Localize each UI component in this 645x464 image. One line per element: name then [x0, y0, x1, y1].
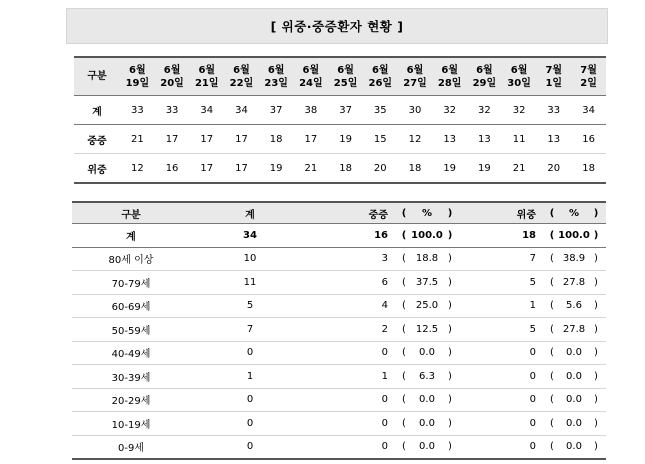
- critical-percent: ( 27.8 ): [542, 318, 606, 342]
- severe-count: 0: [310, 412, 394, 436]
- date-day: 1일: [545, 77, 563, 89]
- date-month: 6월: [476, 64, 493, 76]
- daily-cell: 35: [363, 96, 398, 125]
- total-count: 1: [190, 365, 310, 389]
- daily-cell: 21: [120, 125, 155, 154]
- critical-percent: ( 0.0 ): [542, 412, 606, 436]
- daily-date-header: [120, 57, 155, 96]
- date-month: 6월: [302, 64, 320, 76]
- col-header-critical-pct: ( % ): [542, 202, 606, 224]
- daily-cell: 34: [224, 96, 259, 125]
- col-header-total: 계: [190, 202, 310, 224]
- daily-date-header: [363, 57, 398, 96]
- date-month: 7월: [545, 64, 563, 76]
- age-group-table: [72, 201, 606, 460]
- daily-cell: 17: [294, 125, 329, 154]
- severe-percent: ( 0.0 ): [394, 435, 460, 459]
- daily-cell: 13: [432, 125, 467, 154]
- daily-row-label: 중증: [74, 125, 120, 154]
- severe-count: 0: [310, 388, 394, 412]
- age-group-label: 60-69세: [72, 294, 190, 318]
- daily-date-header: [224, 57, 259, 96]
- daily-date-header: [155, 57, 190, 96]
- daily-cell: 19: [328, 125, 363, 154]
- severe-count: 16: [310, 224, 394, 248]
- critical-count: 18: [460, 224, 542, 248]
- severe-percent: ( 12.5 ): [394, 318, 460, 342]
- critical-count: 5: [460, 271, 542, 295]
- page-title: [ 위중·중증환자 현황 ]: [270, 19, 404, 34]
- daily-date-header: [432, 57, 467, 96]
- daily-cell: 20: [363, 154, 398, 184]
- date-month: 6월: [371, 64, 389, 76]
- severe-percent: ( 18.8 ): [394, 247, 460, 271]
- critical-count: 0: [460, 435, 542, 459]
- daily-cell: 21: [294, 154, 329, 184]
- age-row: [72, 224, 606, 248]
- date-day: 24일: [299, 77, 323, 89]
- total-count: 34: [190, 224, 310, 248]
- date-month: 6월: [406, 64, 424, 76]
- severe-count: 1: [310, 365, 394, 389]
- daily-cell: 15: [363, 125, 398, 154]
- daily-cell: 33: [120, 96, 155, 125]
- date-month: 6월: [233, 64, 250, 76]
- age-row: [72, 318, 606, 342]
- date-day: 25일: [333, 77, 358, 89]
- date-month: 6월: [163, 64, 181, 76]
- daily-date-header: [467, 57, 502, 96]
- critical-count: 0: [460, 341, 542, 365]
- severe-percent: ( 37.5 ): [394, 271, 460, 295]
- daily-cell: 18: [398, 154, 433, 184]
- date-day: 30일: [507, 77, 531, 89]
- age-row: [72, 294, 606, 318]
- critical-count: 0: [460, 412, 542, 436]
- daily-date-header: [259, 57, 294, 96]
- age-group-label: 계: [72, 224, 190, 248]
- date-day: 19일: [125, 77, 150, 89]
- severe-count: 6: [310, 271, 394, 295]
- daily-cell: 17: [189, 154, 224, 184]
- daily-cell: 37: [328, 96, 363, 125]
- daily-row: [74, 154, 606, 184]
- daily-cell: 12: [120, 154, 155, 184]
- daily-row-label: 계: [74, 96, 120, 125]
- daily-cell: 21: [502, 154, 537, 184]
- severe-percent: ( 6.3 ): [394, 365, 460, 389]
- title-banner: [66, 8, 608, 44]
- critical-percent: ( 0.0 ): [542, 435, 606, 459]
- date-day: 29일: [472, 77, 497, 89]
- date-month: 6월: [267, 64, 285, 76]
- critical-count: 0: [460, 365, 542, 389]
- total-count: 7: [190, 318, 310, 342]
- age-group-label: 80세 이상: [72, 247, 190, 271]
- daily-cell: 34: [189, 96, 224, 125]
- daily-cell: 32: [432, 96, 467, 125]
- total-count: 0: [190, 388, 310, 412]
- date-month: 6월: [129, 64, 146, 76]
- age-group-label: 0-9세: [72, 435, 190, 459]
- date-day: 20일: [160, 77, 184, 89]
- age-row: [72, 271, 606, 295]
- date-day: 21일: [194, 77, 219, 89]
- daily-cell: 13: [536, 125, 571, 154]
- critical-count: 7: [460, 247, 542, 271]
- daily-row-label: 위중: [74, 154, 120, 184]
- date-day: 28일: [437, 77, 462, 89]
- total-count: 11: [190, 271, 310, 295]
- total-count: 0: [190, 435, 310, 459]
- severe-percent: ( 0.0 ): [394, 412, 460, 436]
- date-day: 27일: [403, 77, 427, 89]
- age-row: [72, 365, 606, 389]
- daily-date-header: [571, 57, 606, 96]
- critical-count: 1: [460, 294, 542, 318]
- age-group-label: 70-79세: [72, 271, 190, 295]
- age-row: [72, 341, 606, 365]
- daily-cell: 20: [536, 154, 571, 184]
- daily-cell: 12: [398, 125, 433, 154]
- severe-count: 4: [310, 294, 394, 318]
- severe-count: 0: [310, 341, 394, 365]
- age-row: [72, 247, 606, 271]
- age-group-label: 40-49세: [72, 341, 190, 365]
- critical-percent: ( 0.0 ): [542, 388, 606, 412]
- daily-cell: 34: [571, 96, 606, 125]
- severe-percent: ( 25.0 ): [394, 294, 460, 318]
- col-header-severe: 중증: [310, 202, 394, 224]
- severe-count: 3: [310, 247, 394, 271]
- total-count: 0: [190, 341, 310, 365]
- severe-count: 0: [310, 435, 394, 459]
- daily-cell: 19: [467, 154, 502, 184]
- col-header-group: 구분: [72, 202, 190, 224]
- daily-cell: 17: [224, 125, 259, 154]
- daily-cell: 32: [467, 96, 502, 125]
- date-month: 6월: [441, 64, 458, 76]
- age-row: [72, 412, 606, 436]
- daily-patient-table: [74, 56, 606, 184]
- critical-percent: ( 0.0 ): [542, 341, 606, 365]
- daily-header-label: 구분: [74, 57, 120, 96]
- daily-row: [74, 96, 606, 125]
- daily-cell: 30: [398, 96, 433, 125]
- severe-percent: ( 0.0 ): [394, 341, 460, 365]
- col-header-severe-pct: ( % ): [394, 202, 460, 224]
- critical-percent: ( 0.0 ): [542, 365, 606, 389]
- severe-percent: ( 100.0 ): [394, 224, 460, 248]
- age-group-label: 10-19세: [72, 412, 190, 436]
- age-group-label: 20-29세: [72, 388, 190, 412]
- date-month: 6월: [510, 64, 528, 76]
- daily-cell: 13: [467, 125, 502, 154]
- date-month: 6월: [198, 64, 216, 76]
- daily-cell: 18: [259, 125, 294, 154]
- daily-date-header: [536, 57, 571, 96]
- daily-cell: 19: [259, 154, 294, 184]
- daily-cell: 19: [432, 154, 467, 184]
- daily-cell: 18: [328, 154, 363, 184]
- age-row: [72, 435, 606, 459]
- date-day: 22일: [229, 77, 254, 89]
- total-count: 5: [190, 294, 310, 318]
- daily-date-header: [502, 57, 537, 96]
- daily-cell: 11: [502, 125, 537, 154]
- daily-cell: 33: [155, 96, 190, 125]
- critical-percent: ( 27.8 ): [542, 271, 606, 295]
- date-day: 23일: [264, 77, 288, 89]
- daily-cell: 32: [502, 96, 537, 125]
- daily-cell: 17: [224, 154, 259, 184]
- daily-cell: 38: [294, 96, 329, 125]
- critical-count: 5: [460, 318, 542, 342]
- severe-count: 2: [310, 318, 394, 342]
- col-header-critical: 위중: [460, 202, 542, 224]
- daily-cell: 16: [571, 125, 606, 154]
- date-day: 2일: [580, 77, 597, 89]
- critical-percent: ( 100.0 ): [542, 224, 606, 248]
- daily-cell: 17: [155, 125, 190, 154]
- critical-count: 0: [460, 388, 542, 412]
- daily-cell: 17: [189, 125, 224, 154]
- total-count: 10: [190, 247, 310, 271]
- daily-cell: 33: [536, 96, 571, 125]
- daily-row: [74, 125, 606, 154]
- age-row: [72, 388, 606, 412]
- age-group-label: 30-39세: [72, 365, 190, 389]
- daily-cell: 37: [259, 96, 294, 125]
- total-count: 0: [190, 412, 310, 436]
- date-month: 6월: [337, 64, 354, 76]
- daily-date-header: [328, 57, 363, 96]
- severe-percent: ( 0.0 ): [394, 388, 460, 412]
- daily-cell: 18: [571, 154, 606, 184]
- daily-cell: 16: [155, 154, 190, 184]
- daily-date-header: [294, 57, 329, 96]
- critical-percent: ( 5.6 ): [542, 294, 606, 318]
- daily-date-header: [398, 57, 433, 96]
- date-day: 26일: [368, 77, 393, 89]
- date-month: 7월: [580, 64, 597, 76]
- daily-date-header: [189, 57, 224, 96]
- age-group-label: 50-59세: [72, 318, 190, 342]
- critical-percent: ( 38.9 ): [542, 247, 606, 271]
